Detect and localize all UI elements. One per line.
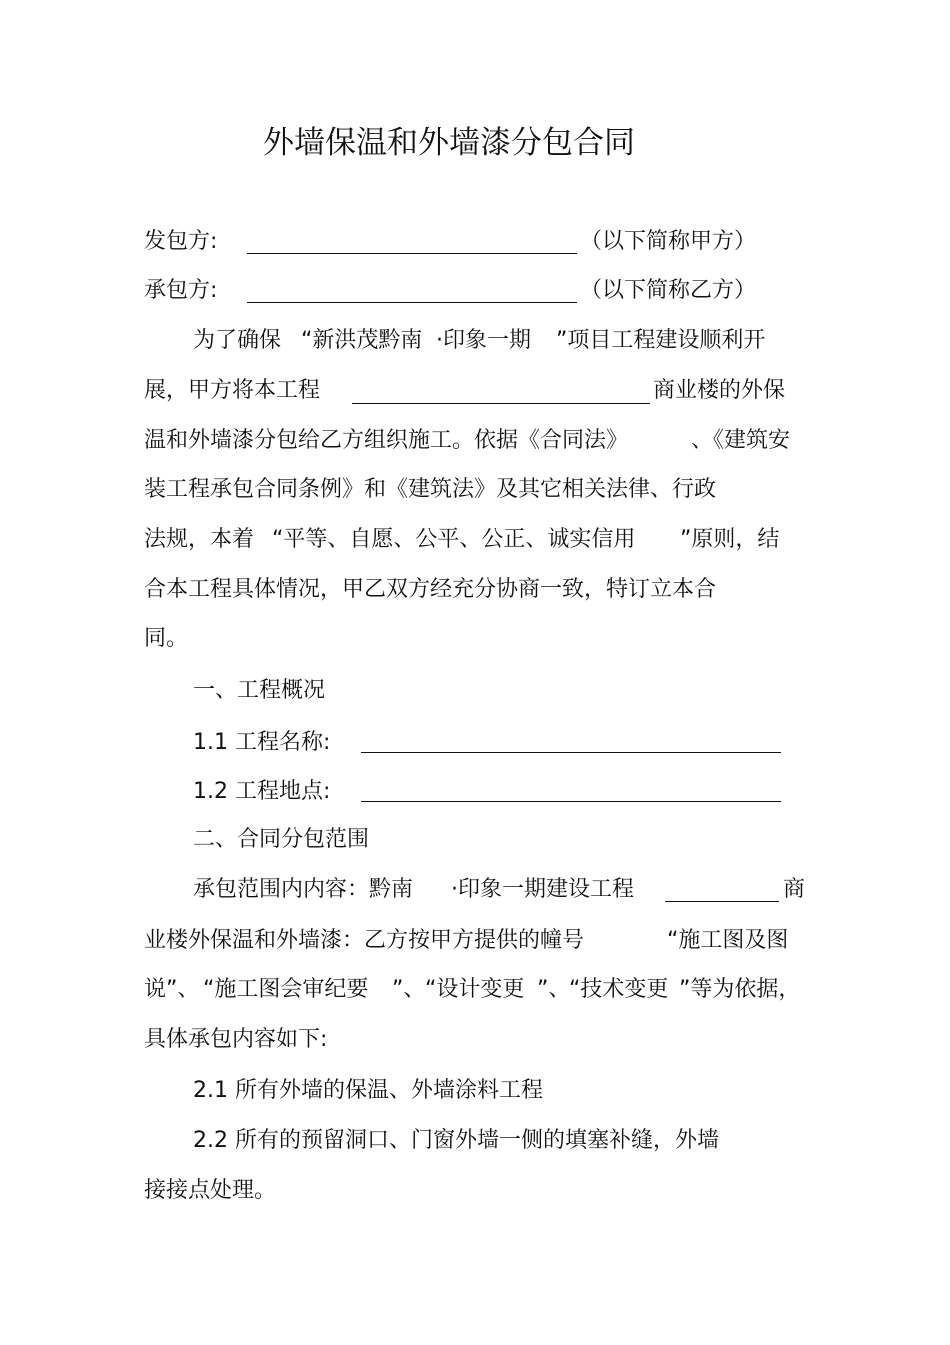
scope-item: 2.2 所有的预留洞口、门窗外墙一侧的填塞补缝，外墙: [193, 1128, 719, 1153]
party-a-suffix: （以下简称甲方）: [580, 229, 757, 254]
scope-text: 说”、: [144, 977, 200, 1002]
scope-text: “设计变更: [425, 977, 525, 1002]
intro-text: “平等、自愿、公平、公正、诚实信用: [272, 527, 636, 552]
scope-text: ”、: [537, 977, 571, 1002]
scope-text: “技术变更: [569, 977, 669, 1002]
scope-item: 2.1 所有外墙的保温、外墙涂料工程: [193, 1078, 543, 1103]
project-location-label: 1.2 工程地点:: [193, 779, 331, 804]
intro-text: 、《建筑安: [691, 428, 791, 453]
intro-text: 法规，本着: [144, 527, 255, 552]
scope-text: 商: [783, 877, 806, 902]
intro-text: “新洪茂黔南: [301, 328, 423, 353]
project-name-blank: [361, 752, 781, 753]
document-title: 外墙保温和外墙漆分包合同: [263, 125, 635, 161]
scope-text: ·印象一期建设工程: [451, 877, 634, 902]
scope-text: ”等为依据，: [679, 977, 801, 1002]
intro-text: 同。: [144, 626, 189, 651]
intro-text: 商业楼的外保: [653, 378, 786, 403]
project-location-blank: [361, 801, 781, 802]
party-b-suffix: （以下简称乙方）: [580, 278, 757, 303]
party-a-blank: [247, 253, 577, 254]
building-blank: [665, 901, 779, 902]
project-name-label: 1.1 工程名称:: [193, 730, 331, 755]
intro-text: 合本工程具体情况，甲乙双方经充分协商一致，特订立本合: [144, 577, 717, 602]
intro-text: 展，甲方将本工程: [144, 378, 321, 403]
intro-text: 为了确保: [193, 328, 282, 353]
intro-text: ”项目工程建设顺利开: [556, 328, 766, 353]
party-a-label: 发包方:: [144, 229, 218, 254]
section-heading: 一、工程概况: [193, 678, 326, 703]
section-heading: 二、合同分包范围: [193, 827, 370, 852]
scope-text: 具体承包内容如下:: [144, 1027, 328, 1052]
scope-text: “施工图及图: [667, 928, 789, 953]
scope-item: 接接点处理。: [144, 1178, 277, 1203]
scope-text: 业楼外保温和外墙漆：乙方按甲方提供的幢号: [144, 928, 585, 953]
party-b-label: 承包方:: [144, 278, 218, 303]
scope-text: ”、: [392, 977, 426, 1002]
intro-text: ”原则，结: [680, 527, 780, 552]
intro-text: ·印象一期: [436, 328, 531, 353]
intro-text: 装工程承包合同条例》和《建筑法》及其它相关法律、行政: [144, 477, 717, 502]
intro-text: 温和外墙漆分包给乙方组织施工。依据《合同法》: [144, 428, 629, 453]
project-blank: [352, 403, 650, 404]
scope-text: “施工图会审纪要: [203, 977, 369, 1002]
party-b-blank: [247, 302, 577, 303]
scope-text: 承包范围内内容：黔南: [193, 877, 414, 902]
